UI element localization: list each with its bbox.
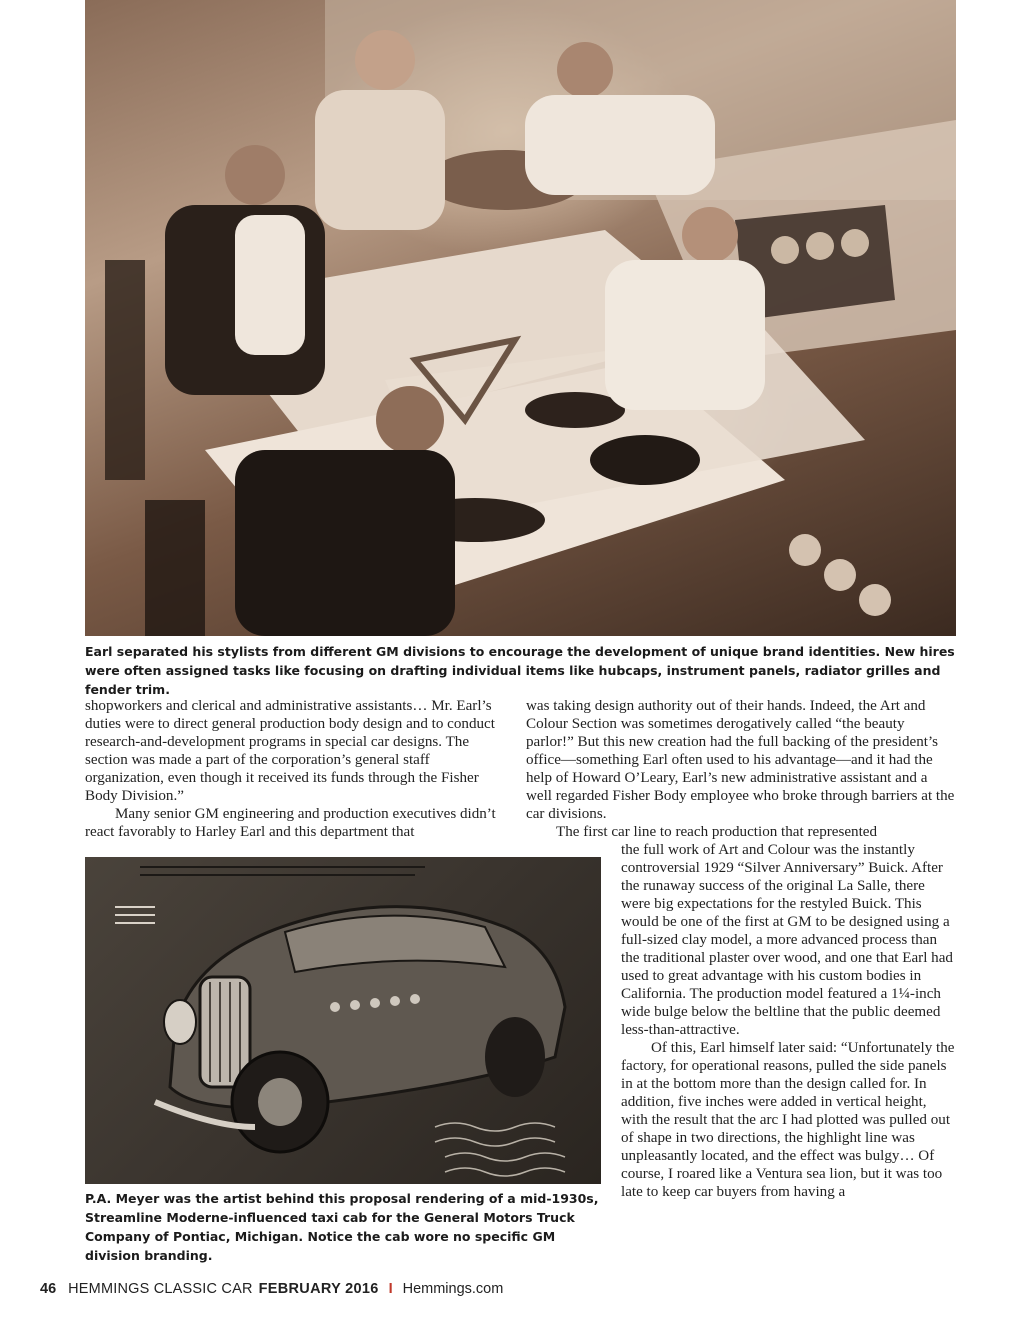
issue-date: FEBRUARY 2016 (258, 1281, 379, 1297)
photo-taxi-cab-rendering (85, 857, 601, 1184)
photo-designers-illustration (85, 0, 956, 636)
page-footer (40, 1279, 503, 1299)
body-column-right-top (526, 697, 956, 841)
body-paragraph: was taking design authority out of their hands. Indeed, the Art and Colour Section was sometimes derogatively called “the beauty parlor!” But this new creation had the full backing of the president’s office—something Earl often used to his advantage—and it had the help of Howard O’Leary, Earl’s new administrative assistant and a well regarded Fisher Body employee who broke through barriers at the car divisions. (526, 698, 955, 822)
caption-top-photo: Earl separated his stylists from different GM divisions to encourage the development of unique brand identities. New hires were often assigned tasks like focusing on drafting individual items like hubcaps, instrument panels, radiator grilles and fender trim. (85, 644, 955, 697)
magazine-name: HEMMINGS CLASSIC CAR (68, 1281, 253, 1297)
footer-separator: I (388, 1281, 393, 1297)
body-paragraph: Of this, Earl himself later said: “Unfortunately the factory, for operational reasons, pulled the side panels in at the bottom more than the design called for. In addition, five inches were added in vertical height, with the result that the arc I had plotted was pulled out of shape in two directions, the highlight line was unpleasantly located, and the effect was bulgy… Of course, I roared like a Ventura sea lion, but it was too late to keep car buyers from having a (621, 1040, 955, 1200)
website-link[interactable]: Hemmings.com (402, 1281, 504, 1297)
page-number: 46 (40, 1281, 57, 1297)
caption-taxi-photo: P.A. Meyer was the artist behind this proposal rendering of a mid-1930s, Streamline Moderne-influenced taxi cab for the General Motors Truck Company of Pontiac, Michigan. Notice the cab wore no specific GM division branding. (85, 1191, 599, 1263)
taxi-cab-illustration (85, 857, 601, 1184)
body-paragraph: the full work of Art and Colour was the instantly controversial 1929 “Silver Anniversary” Buick. After the runaway success of the original La Salle, there were big expectations for the restyled Buick. This would be one of the first at GM to be designed using a full-sized clay model, a more advanced process than the traditional plaster over wood, and one that Earl had used to great advantage with his custom bodies in California. The production model featured a 1¼-inch wide bulge below the beltline that the public deemed less-than-attractive. (621, 842, 953, 1038)
photo-designers-at-drafting-tables (85, 0, 956, 636)
body-column-right-narrow (621, 841, 956, 1201)
body-paragraph-start: The first car line to reach production that represented (556, 824, 878, 840)
body-paragraph: Many senior GM engineering and production executives didn’t react favorably to Harley Earl and this department that (85, 806, 496, 840)
body-paragraph: shopworkers and clerical and administrative assistants… Mr. Earl’s duties were to direct general production body design and to conduct research-and-development programs in special car designs. The section was made a part of the corporation’s general staff organization, even though it received its funds through the Fisher Body Division.” (85, 698, 495, 804)
body-column-left (85, 697, 510, 841)
